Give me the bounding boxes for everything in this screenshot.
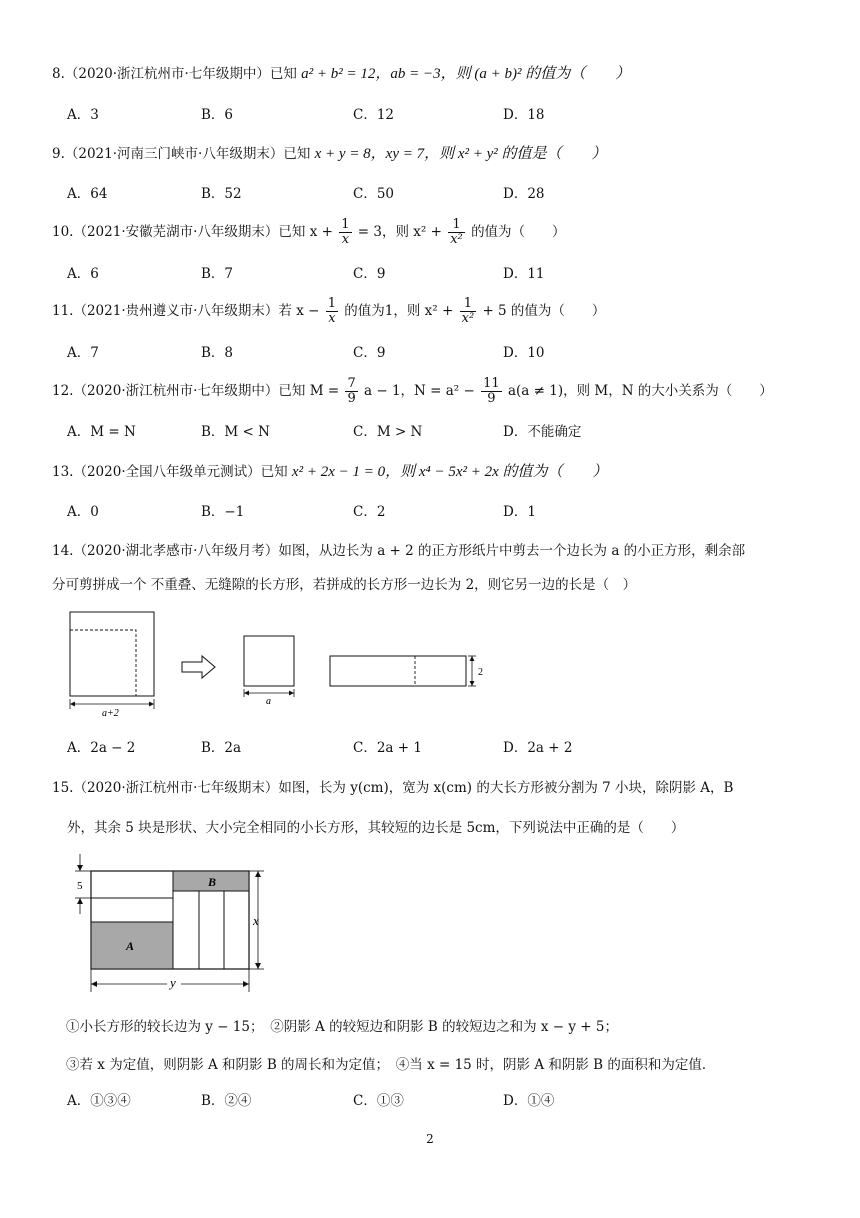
question-13-prefix: 13.（2020·全国八年级单元测试）已知 <box>52 464 292 480</box>
label-2: 2 <box>478 667 483 678</box>
question-9-expr: x + y = 8，xy = 7，则 x² + y² 的值是（ ） <box>314 146 607 162</box>
option-c[interactable]: C．50 <box>353 186 395 202</box>
question-15-statements-1: ①小长方形的较长边为 y − 15； ②阴影 A 的较短边和阴影 B 的较短边之和为 x − y + 5； <box>66 1019 618 1035</box>
question-15-line-2: 外，其余 5 块是形状、大小完全相同的小长方形，其较短的边长是 5cm，下列说法中正确的是（ ） <box>67 820 685 836</box>
question-15-line-1: 15.（2020·浙江杭州市·七年级期末）如图，长为 y(cm)，宽为 x(cm) 的大长方形被分割为 7 小块，除阴影 A，B <box>52 780 734 796</box>
option-a[interactable]: A．3 <box>67 107 99 123</box>
option-d[interactable]: D．2a + 2 <box>503 740 573 756</box>
question-8-prefix: 8.（2020·浙江杭州市·七年级期中）已知 <box>52 66 302 82</box>
option-b[interactable]: B．2a <box>201 740 242 756</box>
option-d[interactable]: D．28 <box>503 186 545 202</box>
question-14-line-2: 分可剪拼成一个 不重叠、无缝隙的长方形，若拼成的长方形一边长为 2，则它另一边的长是（ ） <box>52 577 637 593</box>
option-d[interactable]: D．不能确定 <box>503 424 582 440</box>
question-10 <box>52 218 566 247</box>
option-a[interactable]: A．7 <box>67 345 99 361</box>
big-square <box>70 612 154 696</box>
question-12-prefix: 12.（2020·浙江杭州市·七年级期中）已知 M = <box>52 383 340 399</box>
page-number: 2 <box>426 1132 434 1146</box>
question-13-expr: x² + 2x − 1 = 0，则 x⁴ − 5x² + 2x 的值为（ ） <box>291 464 608 480</box>
label-y: y <box>170 975 176 990</box>
fraction: $\frac{11}{9}$ <box>483 376 500 406</box>
cut-square-outline <box>70 630 136 696</box>
option-b[interactable]: B．6 <box>201 107 234 123</box>
question-11 <box>52 297 605 326</box>
question-10-mid: = 3，则 x² + <box>357 224 442 240</box>
option-c[interactable]: C．9 <box>353 345 386 361</box>
fraction: $\frac{1}{\text{x²}}$ <box>461 296 475 326</box>
label-b: B <box>208 875 217 889</box>
question-12 <box>52 377 773 406</box>
question-14-line-1: 14.（2020·湖北孝感市·八年级月考）如图，从边长为 a + 2 的正方形纸片中剪去一个边长为 a 的小正方形，剩余部 <box>52 543 746 559</box>
label-a-plus-2: a+2 <box>102 708 119 719</box>
question-9 <box>52 144 607 164</box>
label-a: A <box>126 939 135 953</box>
option-a[interactable]: A．64 <box>67 186 108 202</box>
option-c[interactable]: C．M > N <box>353 424 423 440</box>
option-d[interactable]: D．11 <box>503 266 545 282</box>
option-d[interactable]: D．1 <box>503 504 536 520</box>
question-11-mid: 的值为1，则 x² + <box>344 303 454 319</box>
question-13 <box>52 462 608 482</box>
option-c[interactable]: C．12 <box>353 107 395 123</box>
option-d[interactable]: D．10 <box>503 345 545 361</box>
option-c[interactable]: C．①③ <box>353 1093 404 1109</box>
arrow-right-icon <box>182 656 215 678</box>
question-12-suffix: a(a ≠ 1)，则 M，N 的大小关系为（ ） <box>507 383 773 399</box>
option-a[interactable]: A．①③④ <box>67 1093 131 1109</box>
option-c[interactable]: C．2a + 1 <box>353 740 422 756</box>
question-11-prefix: 11.（2021·贵州遵义市·八年级期末）若 x − <box>52 303 320 319</box>
option-b[interactable]: B．−1 <box>201 504 245 520</box>
option-c[interactable]: C．9 <box>353 266 386 282</box>
fraction: $\frac{1}{x}$ <box>341 217 350 247</box>
question-10-prefix: 10.（2021·安徽芜湖市·八年级期末）已知 x + <box>52 224 333 240</box>
option-c[interactable]: C．2 <box>353 504 386 520</box>
question-10-suffix: 的值为（ ） <box>471 224 566 240</box>
option-a[interactable]: A．0 <box>67 504 99 520</box>
long-rectangle <box>330 656 466 686</box>
option-b[interactable]: B．②④ <box>201 1093 252 1109</box>
option-b[interactable]: B．52 <box>201 186 242 202</box>
question-8-expr: a² + b² = 12，ab = −3，则 (a + b)² 的值为（ ） <box>301 66 631 82</box>
option-d[interactable]: D．①④ <box>503 1093 555 1109</box>
option-d[interactable]: D．18 <box>503 107 545 123</box>
question-15-statements-2: ③若 x 为定值，则阴影 A 和阴影 B 的周长和为定值； ④当 x = 15 时，阴影 A 和阴影 B 的面积和为定值． <box>66 1057 716 1073</box>
small-square <box>244 636 294 686</box>
label-5: 5 <box>77 880 83 892</box>
option-b[interactable]: B．M < N <box>201 424 270 440</box>
option-a[interactable]: A．2a − 2 <box>67 740 136 756</box>
question-11-suffix: + 5 的值为（ ） <box>482 303 606 319</box>
label-a: a <box>266 696 271 707</box>
option-a[interactable]: A．M = N <box>67 424 136 440</box>
fraction: $\frac{1}{x}$ <box>327 296 336 326</box>
question-8 <box>52 64 630 84</box>
question-12-mid: a − 1，N = a² − <box>364 383 475 399</box>
fraction: $\frac{7}{9}$ <box>347 376 356 406</box>
option-b[interactable]: B．7 <box>201 266 234 282</box>
fraction: $\frac{1}{\text{x²}}$ <box>450 217 463 247</box>
question-14-figure <box>60 600 500 720</box>
question-9-prefix: 9.（2021·河南三门峡市·八年级期末）已知 <box>52 146 315 162</box>
label-x: x <box>253 913 259 928</box>
option-b[interactable]: B．8 <box>201 345 234 361</box>
option-a[interactable]: A．6 <box>67 266 99 282</box>
question-15-figure <box>66 850 286 996</box>
